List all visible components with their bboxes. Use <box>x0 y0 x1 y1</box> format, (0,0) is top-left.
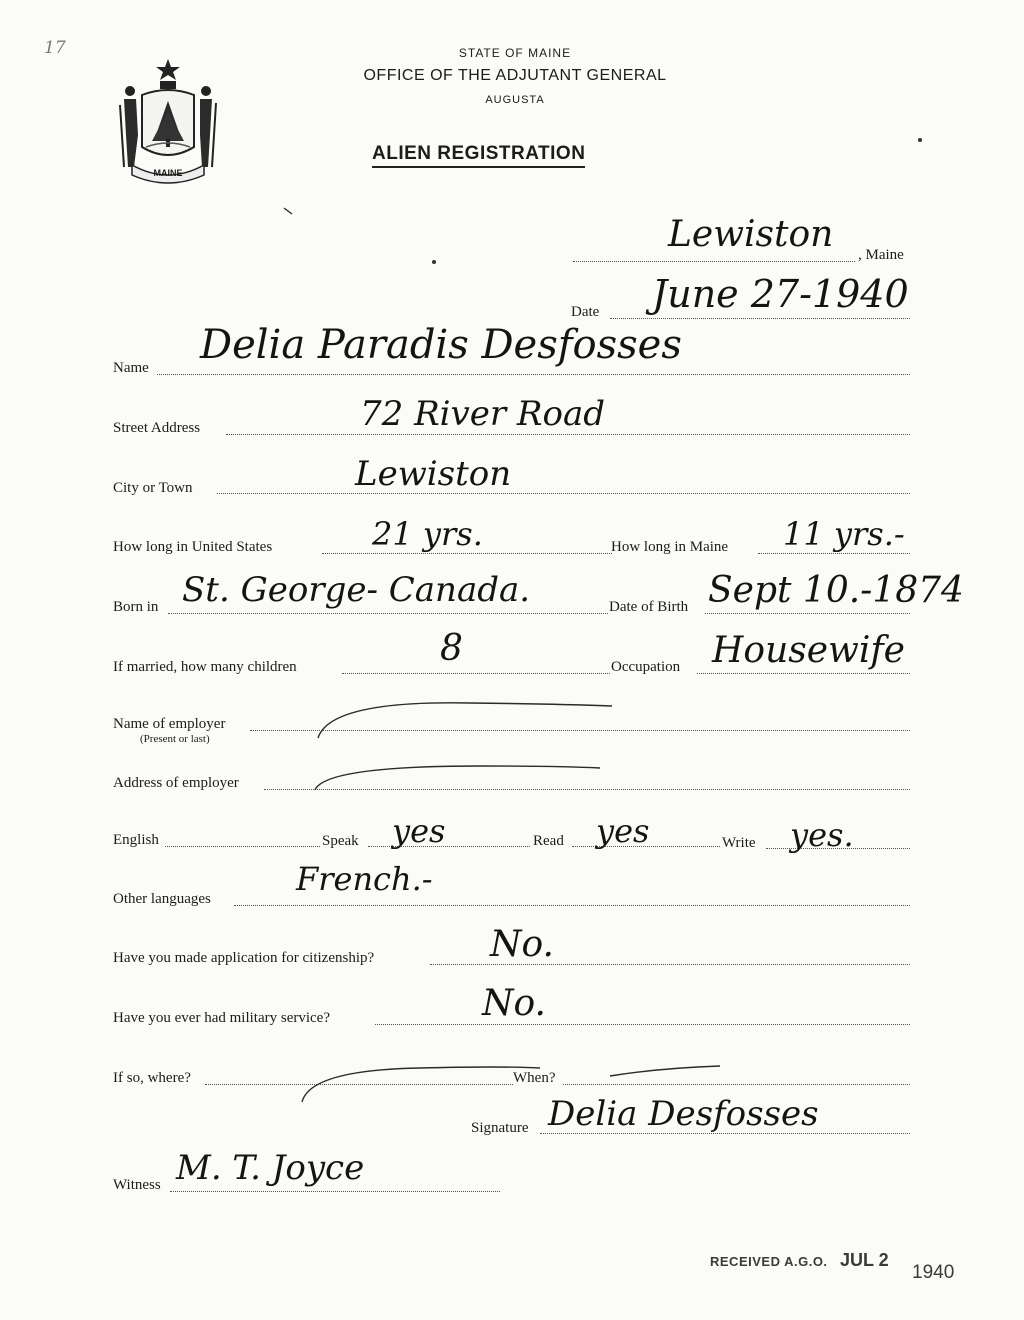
signature-value: Delia Desfosses <box>548 1094 819 1134</box>
write-label: Write <box>722 835 756 851</box>
when-label: When? <box>513 1070 556 1086</box>
signature-label: Signature <box>471 1120 529 1136</box>
children-value: 8 <box>440 628 463 669</box>
how-long-maine-label: How long in Maine <box>611 539 729 555</box>
name-label: Name <box>113 360 149 376</box>
occupation-label: Occupation <box>611 659 681 675</box>
employer-name-label: Name of employer <box>113 716 226 732</box>
date-of-birth-value: Sept 10.-1874 <box>708 570 964 611</box>
occupation-value: Housewife <box>712 630 905 671</box>
name-value: Delia Paradis Desfosses <box>200 322 682 368</box>
city-value: Lewiston <box>355 454 512 494</box>
employer-address-label: Address of employer <box>113 775 239 791</box>
received-stamp-year: 1940 <box>912 1262 955 1283</box>
born-in-value: St. George- Canada. <box>182 570 531 610</box>
read-label: Read <box>533 833 564 849</box>
place-value: Lewiston <box>668 214 834 255</box>
other-languages-label: Other languages <box>113 891 211 907</box>
received-stamp-date: JUL 2 <box>840 1250 889 1270</box>
form-title: ALIEN REGISTRATION <box>372 143 585 168</box>
corner-mark: 17 <box>44 38 66 58</box>
witness-label: Witness <box>113 1177 161 1193</box>
write-value: yes. <box>790 816 854 854</box>
citizenship-label: Have you made application for citizenship? <box>113 950 375 966</box>
if-so-where-label: If so, where? <box>113 1070 191 1086</box>
employer-name-sub: (Present or last) <box>140 733 210 745</box>
street-address-label: Street Address <box>113 420 201 436</box>
speak-value: yes <box>392 812 446 850</box>
other-languages-value: French.- <box>296 860 433 898</box>
street-address-value: 72 River Road <box>360 394 606 434</box>
military-value: No. <box>482 983 546 1024</box>
born-in-label: Born in <box>113 599 159 615</box>
header-city: AUGUSTA <box>485 94 545 106</box>
how-long-maine-value: 11 yrs.- <box>783 515 905 553</box>
header-state: STATE OF MAINE <box>458 46 572 60</box>
maine-label: , Maine <box>858 247 904 263</box>
english-label: English <box>113 832 159 848</box>
military-label: Have you ever had military service? <box>113 1010 330 1026</box>
received-stamp: RECEIVED A.G.O. <box>710 1254 828 1269</box>
how-long-us-value: 21 yrs. <box>372 515 483 553</box>
date-of-birth-label: Date of Birth <box>609 599 689 615</box>
city-label: City or Town <box>113 480 193 496</box>
read-value: yes <box>596 812 650 850</box>
header-office: OFFICE OF THE ADJUTANT GENERAL <box>363 67 667 84</box>
witness-value: M. T. Joyce <box>176 1148 365 1188</box>
date-value: June 27-1940 <box>652 272 909 316</box>
speak-label: Speak <box>322 833 359 849</box>
seal-label: MAINE <box>153 168 183 178</box>
citizenship-value: No. <box>490 924 554 965</box>
children-label: If married, how many children <box>113 659 297 675</box>
date-label: Date <box>571 304 600 320</box>
how-long-us-label: How long in United States <box>113 539 273 555</box>
